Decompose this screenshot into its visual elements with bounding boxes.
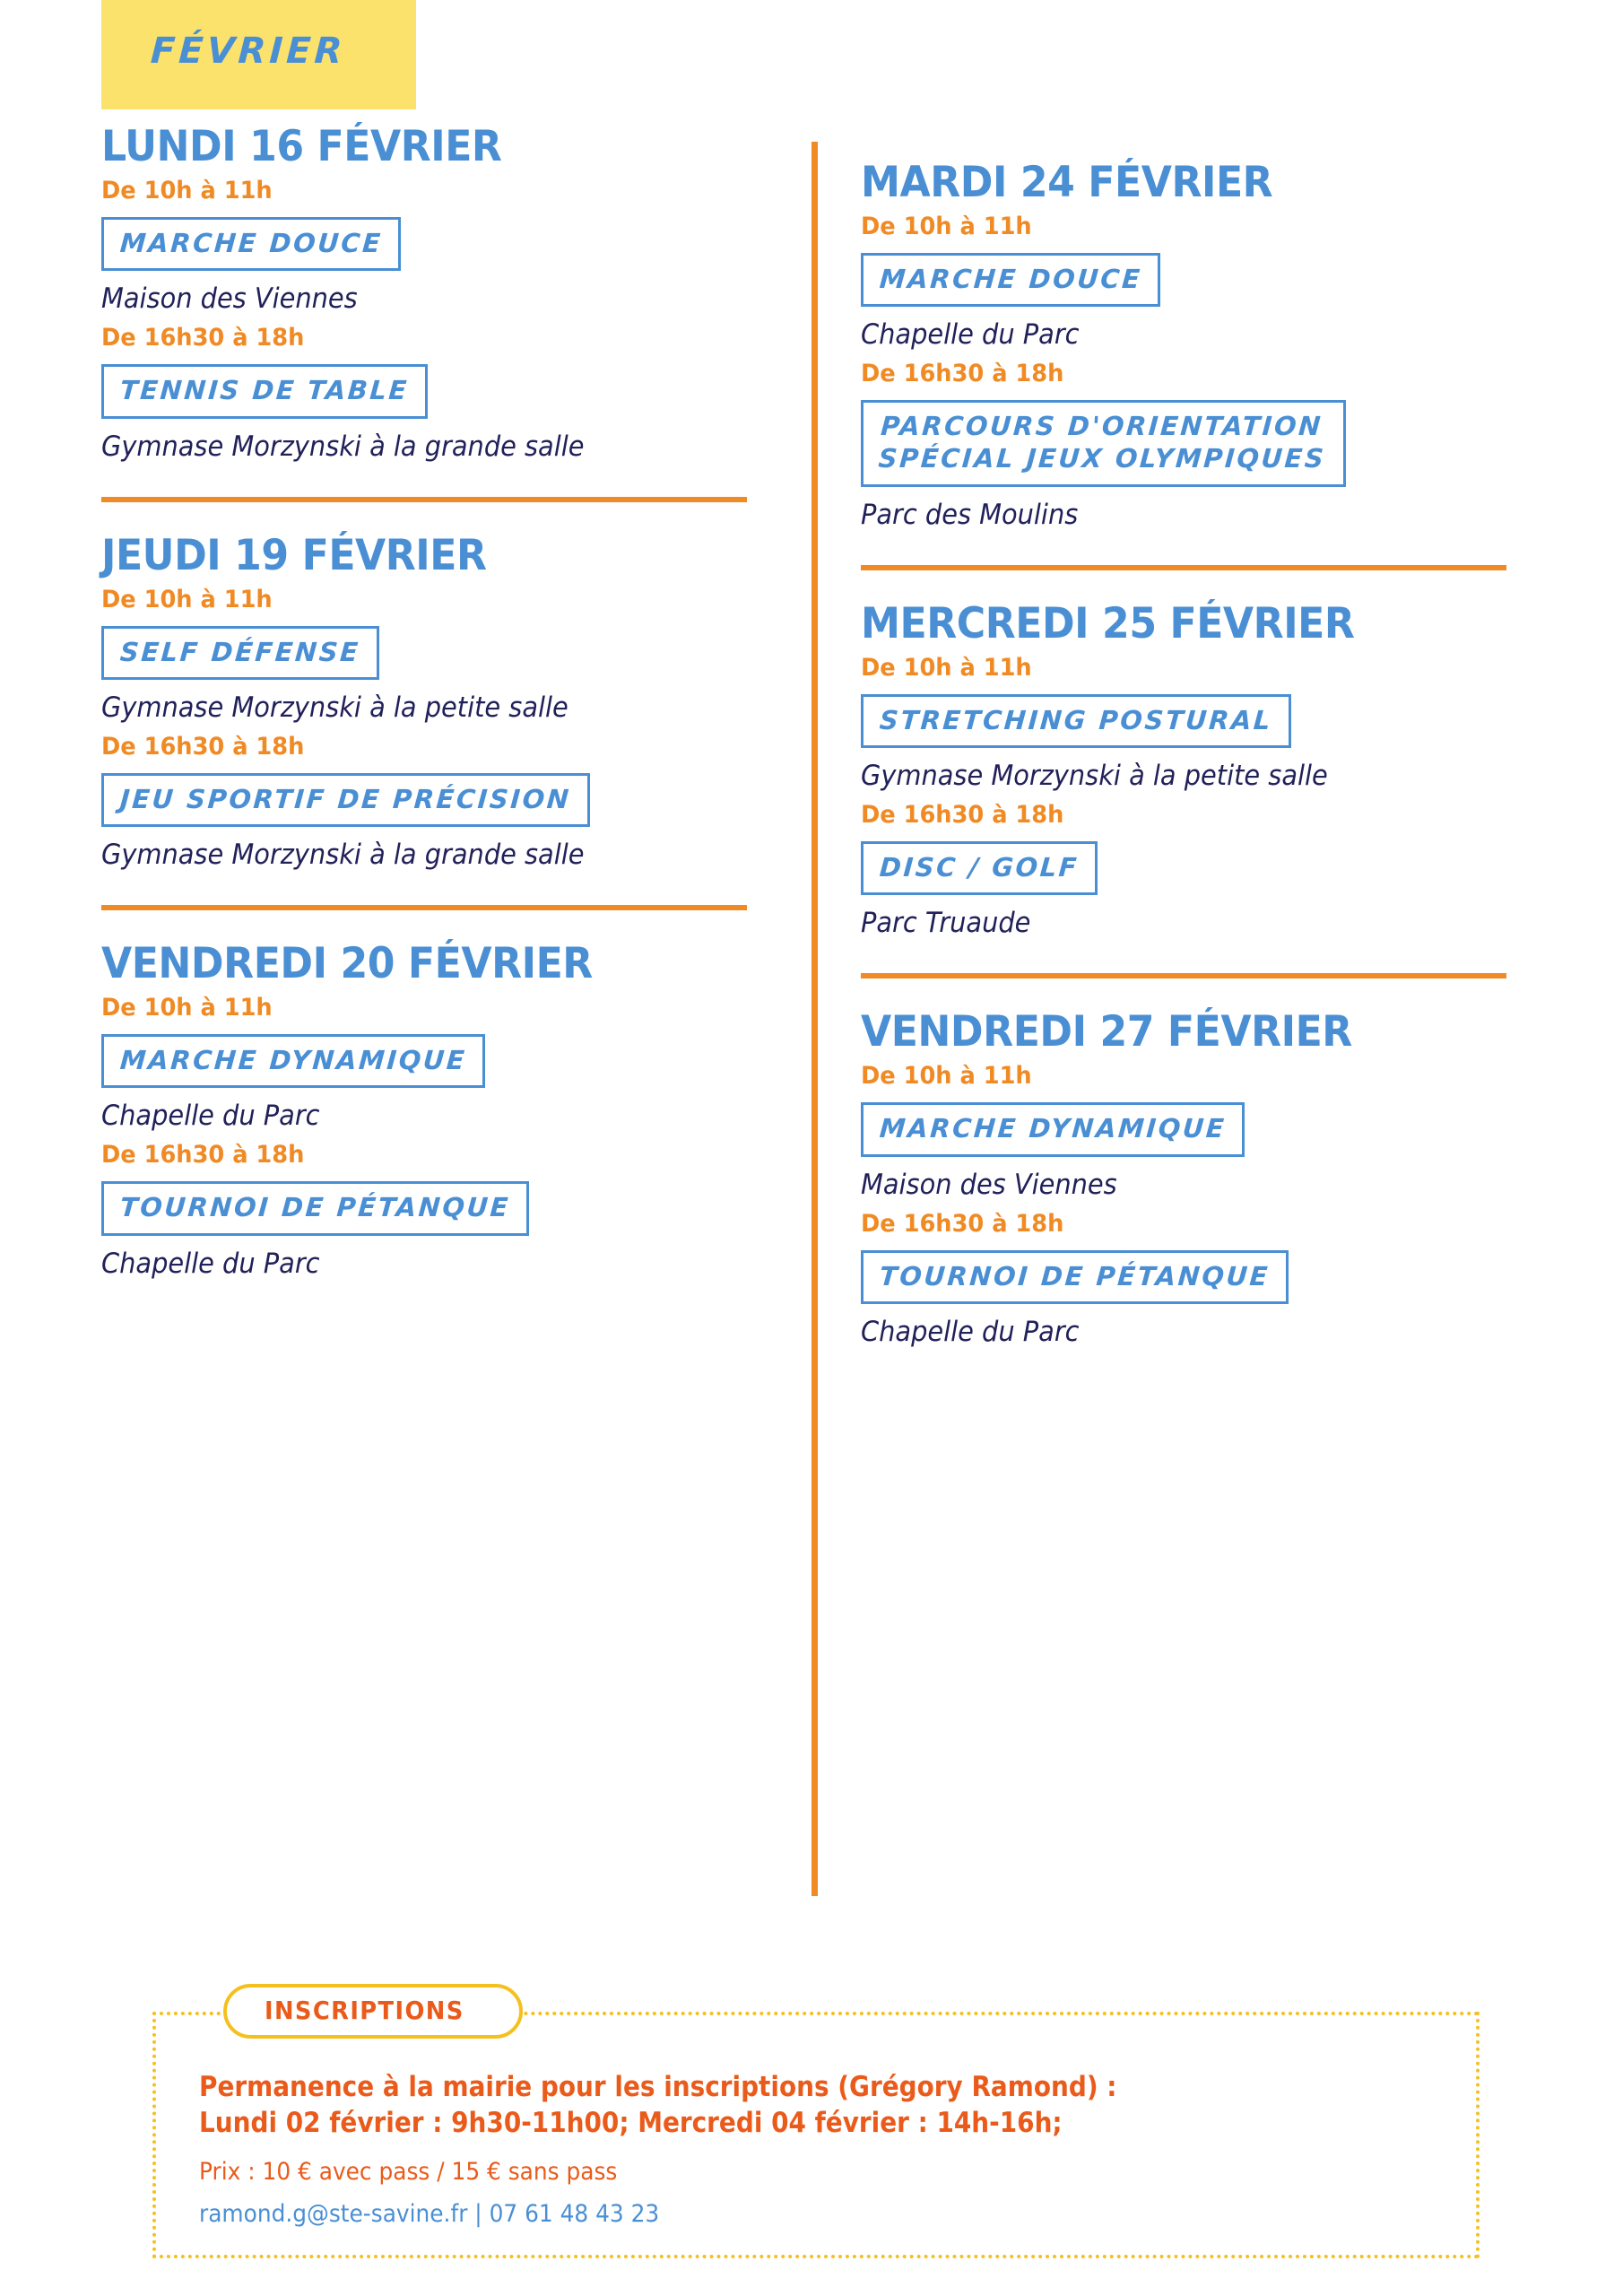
- time-slot: [861, 654, 1569, 792]
- day-title: LUNDI 16 FÉVRIER: [101, 122, 502, 171]
- activity-box-wrap: [861, 682, 1569, 748]
- activity-place: Gymnase Morzynski à la petite salle: [861, 760, 1328, 792]
- activity-name: MARCHE DOUCE: [118, 228, 384, 258]
- activity-name: TOURNOI DE PÉTANQUE: [878, 1260, 1271, 1292]
- day-block: [861, 598, 1569, 940]
- slot-time: De 10h à 11h: [101, 177, 273, 204]
- activity-place: Maison des Viennes: [101, 283, 358, 316]
- time-slot: [101, 586, 810, 724]
- activity-box: [861, 694, 1291, 748]
- slot-time: De 10h à 11h: [861, 1062, 1032, 1091]
- activity-name: DISC / GOLF: [878, 852, 1081, 883]
- time-slot: [101, 324, 810, 462]
- slot-time: De 16h30 à 18h: [861, 1209, 1064, 1238]
- activity-box: [861, 1102, 1245, 1156]
- inscriptions-contact: ramond.g@ste-savine.fr | 07 61 48 43 23: [199, 2199, 660, 2228]
- section-divider: [861, 973, 1506, 978]
- slot-time: De 10h à 11h: [101, 585, 273, 613]
- day-block: [861, 1007, 1569, 1348]
- activity-place: Chapelle du Parc: [861, 1315, 1080, 1348]
- slot-time: De 16h30 à 18h: [101, 1141, 305, 1170]
- time-slot: [861, 213, 1569, 351]
- activity-name: STRETCHING POSTURAL: [878, 704, 1274, 735]
- activity-place: Chapelle du Parc: [861, 318, 1080, 352]
- slot-time: De 16h30 à 18h: [101, 732, 305, 761]
- activity-box: [101, 773, 590, 827]
- section-divider: [101, 905, 747, 910]
- activity-place: Maison des Viennes: [861, 1168, 1117, 1201]
- activity-box: [861, 841, 1098, 895]
- activity-box: [861, 400, 1346, 487]
- day-title: MARDI 24 FÉVRIER: [861, 158, 1273, 207]
- day-title: VENDREDI 20 FÉVRIER: [101, 939, 593, 988]
- time-slot: [101, 733, 810, 871]
- inscriptions-line-2: Lundi 02 février : 9h30-11h00; Mercredi 04 février : 14h-16h;: [199, 2107, 1063, 2140]
- activity-box: [101, 1034, 485, 1088]
- activity-name: MARCHE DYNAMIQUE: [118, 1045, 468, 1075]
- activity-box-wrap: [101, 1169, 810, 1235]
- activity-box: [101, 1181, 529, 1235]
- activity-name: PARCOURS D'ORIENTATION SPÉCIAL JEUX OLYMPIQUES: [877, 411, 1327, 474]
- inscriptions-panel: [152, 1996, 1480, 2258]
- activity-name: MARCHE DOUCE: [878, 264, 1143, 294]
- time-slot: [861, 1062, 1569, 1200]
- activity-place: Chapelle du Parc: [101, 1247, 320, 1280]
- activity-box: [861, 253, 1160, 307]
- activity-box: [101, 626, 379, 680]
- time-slot: [861, 360, 1569, 531]
- activity-place: Parc des Moulins: [861, 498, 1079, 531]
- day-title: MERCREDI 25 FÉVRIER: [861, 598, 1355, 648]
- inscriptions-line-1: Permanence à la mairie pour les inscriptions (Grégory Ramond) :: [199, 2071, 1117, 2103]
- day-block: [101, 122, 810, 463]
- slot-time: De 10h à 11h: [861, 653, 1032, 682]
- activity-box-wrap: [101, 613, 810, 680]
- time-slot: [101, 994, 810, 1132]
- activity-box-wrap: [101, 761, 810, 827]
- activity-box-wrap: [861, 387, 1569, 487]
- day-block: [101, 939, 810, 1280]
- activity-name: TOURNOI DE PÉTANQUE: [118, 1192, 512, 1223]
- month-banner: [101, 0, 416, 109]
- section-divider: [861, 565, 1506, 570]
- slot-time: De 10h à 11h: [861, 213, 1032, 240]
- activity-box: [101, 364, 428, 418]
- activity-box-wrap: [101, 352, 810, 418]
- time-slot: [861, 1210, 1569, 1348]
- inscriptions-badge-label: INSCRIPTIONS: [265, 1996, 464, 2025]
- slot-time: De 16h30 à 18h: [861, 360, 1064, 388]
- activity-box-wrap: [861, 829, 1569, 895]
- activity-box: [101, 217, 401, 271]
- activity-place: Parc Truaude: [861, 907, 1031, 940]
- activity-box-wrap: [861, 1238, 1569, 1304]
- activity-name: MARCHE DYNAMIQUE: [878, 1113, 1228, 1144]
- activity-name: SELF DÉFENSE: [118, 636, 361, 667]
- slot-time: De 16h30 à 18h: [861, 801, 1064, 829]
- schedule-column-left: [101, 122, 810, 1280]
- activity-box-wrap: [861, 1090, 1569, 1156]
- activity-place: Gymnase Morzynski à la grande salle: [101, 839, 585, 871]
- inscriptions-body: [199, 2069, 1454, 2230]
- activity-box-wrap: [861, 240, 1569, 307]
- inscriptions-price: Prix : 10 € avec pass / 15 € sans pass: [199, 2157, 618, 2186]
- month-label: FÉVRIER: [149, 30, 347, 72]
- activity-place: Chapelle du Parc: [101, 1100, 320, 1133]
- activity-name: TENNIS DE TABLE: [118, 375, 410, 406]
- day-block: [101, 530, 810, 872]
- schedule-column-right: [861, 158, 1569, 1348]
- time-slot: [861, 801, 1569, 939]
- section-divider: [101, 497, 747, 502]
- activity-place: Gymnase Morzynski à la grande salle: [101, 430, 585, 463]
- activity-place: Gymnase Morzynski à la petite salle: [101, 691, 568, 724]
- activity-box: [861, 1250, 1289, 1304]
- activity-name: JEU SPORTIF DE PRÉCISION: [118, 783, 572, 814]
- day-title: JEUDI 19 FÉVRIER: [101, 530, 487, 580]
- column-divider: [812, 142, 818, 1896]
- activity-box-wrap: [101, 204, 810, 271]
- slot-time: De 16h30 à 18h: [101, 324, 305, 352]
- time-slot: [101, 177, 810, 315]
- time-slot: [101, 1141, 810, 1279]
- slot-time: De 10h à 11h: [101, 994, 273, 1022]
- inscriptions-badge: [223, 1984, 523, 2039]
- activity-box-wrap: [101, 1022, 810, 1088]
- day-block: [861, 158, 1569, 531]
- day-title: VENDREDI 27 FÉVRIER: [861, 1007, 1352, 1057]
